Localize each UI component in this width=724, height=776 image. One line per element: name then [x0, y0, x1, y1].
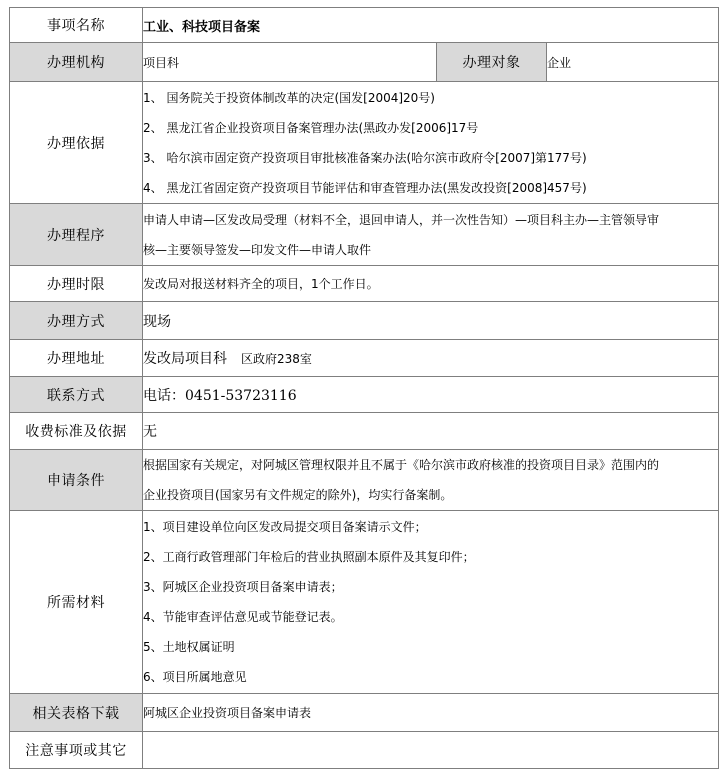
- materials-label: 所需材料: [10, 511, 143, 694]
- target-value: 企业: [547, 43, 719, 82]
- material-item: 6、项目所属地意见: [143, 670, 247, 684]
- row-materials: [10, 511, 719, 694]
- row-basis: [10, 82, 719, 204]
- notes-value: [143, 732, 719, 769]
- time-limit-label: 办理时限: [10, 266, 143, 302]
- basis-item: 1、 国务院关于投资体制改革的决定(国发[2004]20号): [143, 90, 435, 105]
- row-conditions: [10, 450, 719, 511]
- item-name-label: 事项名称: [10, 8, 143, 43]
- basis-list: [143, 82, 719, 204]
- agency-value: 项目科: [143, 43, 437, 82]
- row-download: [10, 694, 719, 732]
- contact-value: 电话：0451-53723116: [143, 377, 719, 413]
- agency-label: 办理机构: [10, 43, 143, 82]
- conditions-value: [143, 450, 719, 511]
- basis-item: 4、 黑龙江省固定资产投资项目节能评估和审查管理办法(黑发改投资[2008]457号): [143, 180, 587, 195]
- material-item: 4、节能审查评估意见或节能登记表。: [143, 610, 343, 624]
- row-notes: [10, 732, 719, 769]
- fee-value: 无: [143, 413, 719, 450]
- row-agency: [10, 43, 719, 82]
- material-item: 2、工商行政管理部门年检后的营业执照副本原件及其复印件；: [143, 550, 475, 564]
- procedure-line: 核—主要领导签发—印发文件—申请人取件: [143, 242, 372, 257]
- row-procedure: [10, 204, 719, 266]
- basis-label: 办理依据: [10, 82, 143, 204]
- address-value: [143, 340, 719, 377]
- contact-label: 联系方式: [10, 377, 143, 413]
- basis-item: 3、 哈尔滨市固定资产投资项目审批核准备案办法(哈尔滨市政府令[2007]第177号): [143, 150, 587, 165]
- service-info-table: [9, 7, 719, 769]
- material-item: 3、阿城区企业投资项目备案申请表；: [143, 580, 343, 594]
- basis-item: 2、 黑龙江省企业投资项目备案管理办法(黑政办发[2006]17号: [143, 120, 479, 135]
- time-limit-value: 发改局对报送材料齐全的项目，1个工作日。: [143, 266, 719, 302]
- row-item-name: [10, 8, 719, 43]
- notes-label: 注意事项或其它: [10, 732, 143, 769]
- procedure-label: 办理程序: [10, 204, 143, 266]
- download-form-link[interactable]: 阿城区企业投资项目备案申请表: [143, 694, 719, 732]
- row-time-limit: [10, 266, 719, 302]
- row-method: [10, 302, 719, 340]
- row-contact: [10, 377, 719, 413]
- target-label: 办理对象: [437, 43, 547, 82]
- procedure-value: [143, 204, 719, 266]
- material-item: 1、项目建设单位向区发改局提交项目备案请示文件；: [143, 520, 427, 534]
- row-fee: [10, 413, 719, 450]
- address-room: 区政府238室: [241, 352, 312, 366]
- method-value: 现场: [143, 302, 719, 340]
- conditions-label: 申请条件: [10, 450, 143, 511]
- download-label: 相关表格下载: [10, 694, 143, 732]
- row-address: [10, 340, 719, 377]
- materials-list: [143, 511, 719, 694]
- procedure-line: 申请人申请—区发改局受理（材料不全，退回申请人，并一次性告知）—项目科主办—主管领导审: [143, 212, 660, 227]
- address-label: 办理地址: [10, 340, 143, 377]
- address-dept: 发改局项目科: [143, 351, 227, 367]
- item-name-value: 工业、科技项目备案: [143, 8, 719, 43]
- method-label: 办理方式: [10, 302, 143, 340]
- conditions-line: 企业投资项目(国家另有文件规定的除外)，均实行备案制。: [143, 488, 453, 502]
- conditions-line: 根据国家有关规定，对阿城区管理权限并且不属于《哈尔滨市政府核准的投资项目目录》范围内的: [143, 458, 660, 472]
- material-item: 5、土地权属证明: [143, 640, 235, 654]
- fee-label: 收费标准及依据: [10, 413, 143, 450]
